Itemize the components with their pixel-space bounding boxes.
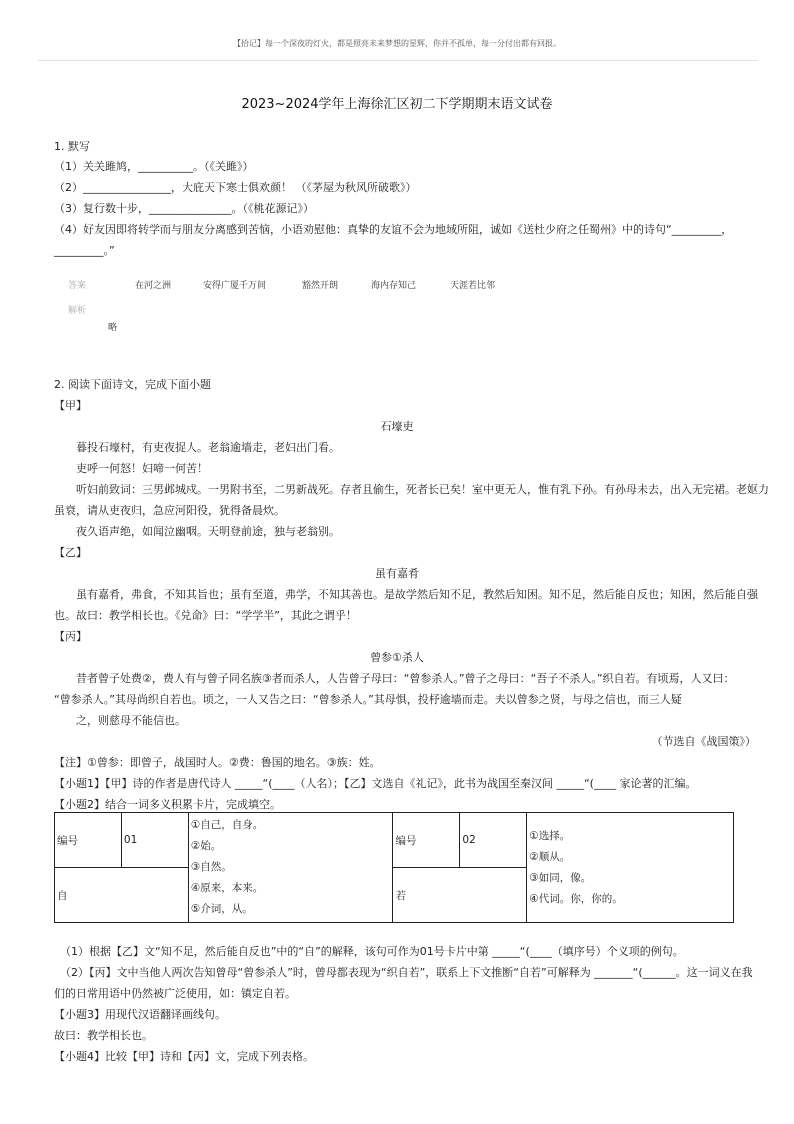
q1-answer-2: 安得广厦千万间 [203,281,267,291]
card-02-character: 若 [393,868,527,923]
q2-jia-line-4: 虽衰，请从吏夜归，急应河阳役，犹得备晨炊。 [54,504,285,517]
q1-answer-5: 天涯若比邻 [450,281,496,291]
header-motto: 【拾记】每一个深夜的灯火，都是照亮未来梦想的星辉，你并不孤单，每一分付出都有回报。 [233,39,561,48]
polysemy-card-table [54,812,734,923]
q2-jia-tag: 【甲】 [54,399,87,412]
q2-yi-tag: 【乙】 [54,546,87,559]
card-01-options: ①自己，自身。 ②始。 ③自然。 ④原来，本来。 ⑤介词，从。 [188,813,393,923]
q2-note: 【注】①曾参：即曾子，战国时人。②费：鲁国的地名。③族：姓。 [54,756,381,769]
card-02-num: 02 [460,813,527,868]
q2-bing-line-1: 昔者曾子处费②，费人有与曾子同名族③者而杀人，人告曾子母曰：“曾参杀人。”曾子之母曰：“吾子不杀人。”织自若。有顷焉，人又曰： [76,672,735,685]
q2-sub2: 【小题2】结合一词多义积累卡片，完成填空。 [54,798,281,811]
card-02-options: ①选择。 ②顺从。 ③如同，像。 ④代词。你，你的。 [527,813,734,923]
q2-sub3-line: 故曰：教学相长也。 [54,1029,153,1042]
q1-heading: 1. 默写 [54,140,90,153]
q2-jia-line-2: 吏呼一何怒！妇啼一何苦！ [76,462,208,475]
header-divider [38,60,758,61]
q2-jia-line-5: 夜久语声绝，如闻泣幽咽。天明登前途，独与老翁别。 [76,525,340,538]
q2-jia-title: 石壕吏 [380,420,414,433]
q2-heading: 2. 阅读下面诗文，完成下面小题 [54,378,211,391]
card-01-character: 自 [55,868,189,923]
q2-sub4: 【小题4】比较【甲】诗和【丙】文，完成下列表格。 [54,1050,314,1063]
q2-yi-title: 虽有嘉肴 [375,567,419,580]
q1-answer-4: 海内存知己 [371,281,417,291]
q2-sub2-q2-b: 们的日常用语中仍然被广泛使用，如：镇定自若。 [54,987,296,1000]
q2-bing-line-3: 之，则慈母不能信也。 [76,714,186,727]
q1-answer-1: 在河之洲 [135,281,172,291]
q2-jia-line-3: 听妇前致词：三男邺城戍。一男附书至，二男新战死。存者且偷生，死者长已矣！室中更无人，惟有乳下孙。有孙母未去，出入无完裙。老妪力 [76,483,769,496]
q2-sub2-q2-a: （2）【丙】文中当他人两次告知曾母“曾参杀人”时，曾母都表现为“织自若”，联系上下文推断“自若”可解释为 _______“(______。这一词义在我 [60,966,753,979]
q1-analysis: 略 [108,323,118,333]
q1-answer-3: 豁然开朗 [302,281,339,291]
q1-line-1: （1）关关雎鸠，__________。（《关雎》） [54,160,254,173]
q1-line-5: _________。” [54,244,115,257]
q2-source: （节选自《战国策》） [651,735,756,748]
q1-analysis-label: 解析 [68,306,87,316]
q2-sub2-q1: （1）根据【乙】文“知不足，然后能自反也”中的“自”的解释，该句可作为01号卡片中第 _____“(____（填序号）个义项的例句。 [60,945,684,958]
q2-jia-line-1: 暮投石壕村，有吏夜捉人。老翁逾墙走，老妇出门看。 [76,441,340,454]
q1-line-2: （2）________________，大庇天下寒士俱欢颜！ （《茅屋为秋风所破歌》） [54,181,417,194]
q2-yi-line-2: 也。故曰：教学相长也。《兑命》曰：“学学半”，其此之谓乎！ [54,609,357,622]
document-title: 2023~2024学年上海徐汇区初二下学期期末语文试卷 [241,97,553,112]
q2-bing-tag: 【丙】 [54,630,87,643]
q2-bing-title: 曾参①杀人 [370,651,424,664]
q1-answer-label: 答案 [68,281,87,291]
card-01-num: 01 [121,813,188,868]
q2-sub1: 【小题1】【甲】诗的作者是唐代诗人 _____“(____（人名）；【乙】文选自《礼记》，此书为战国至秦汉间 _____“(____ 家论著的汇编。 [54,777,697,790]
card-01-num-label: 编号 [55,813,122,868]
q2-bing-line-2: “曾参杀人。”其母尚织自若也。顷之，一人又告之曰：“曾参杀人。”其母惧，投杼逾墙而走。夫以曾参之贤，与母之信也，而三人疑 [54,693,682,706]
q2-sub3: 【小题3】用现代汉语翻译画线句。 [54,1008,226,1021]
q1-line-3: （3）复行数十步，_______________。（《桃花源记》） [54,202,314,215]
card-02-num-label: 编号 [393,813,460,868]
q1-line-4: （4）好友因即将转学而与朋友分离感到苦恼，小语劝慰他：真挚的友谊不会为地域所阻，诚如《送杜少府之任蜀州》中的诗句“_________， [54,223,733,236]
q2-yi-line-1: 虽有嘉肴，弗食，不知其旨也；虽有至道，弗学，不知其善也。是故学然后知不足，教然后知困。知不足，然后能自反也；知困，然后能自强 [76,588,758,601]
